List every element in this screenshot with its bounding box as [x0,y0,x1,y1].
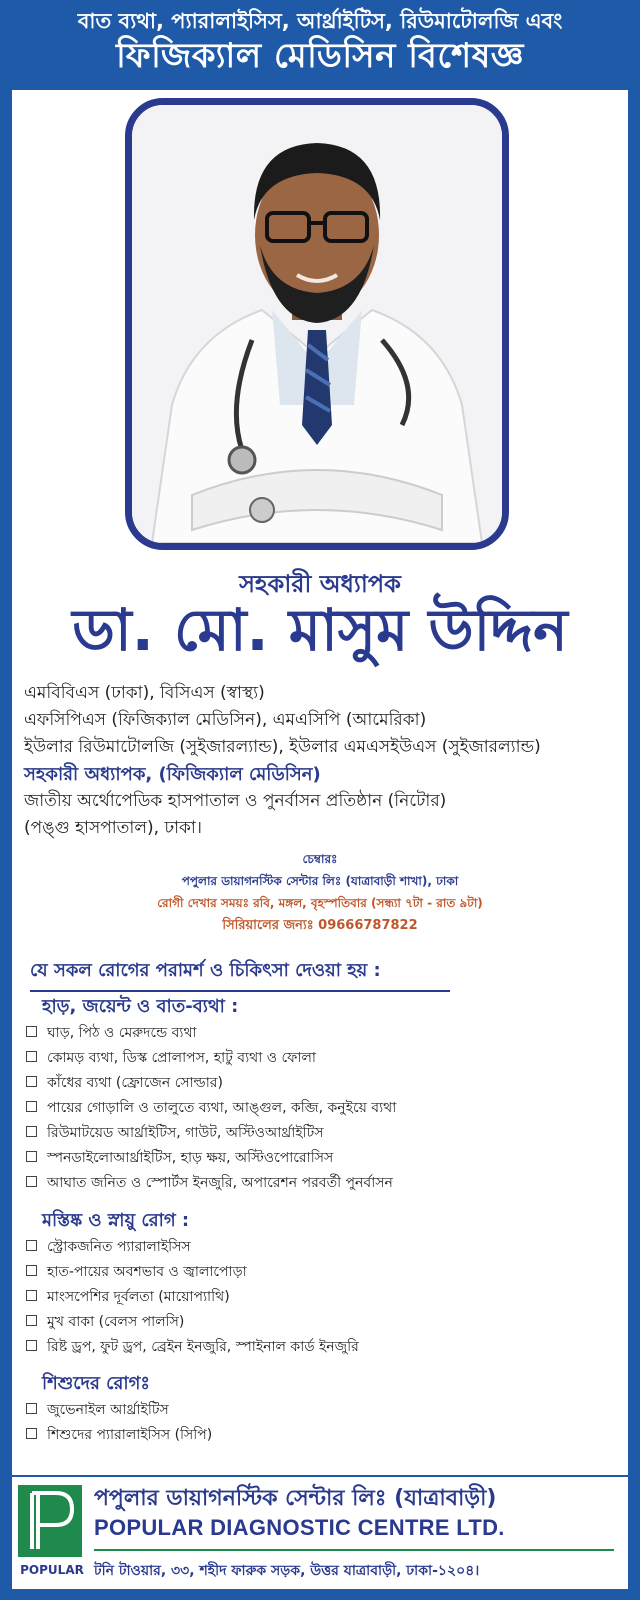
checkbox-square-icon [26,1076,37,1087]
qualifications-block [24,680,624,842]
condition-list [26,1398,606,1448]
footer [12,1477,628,1589]
qualification-line: ইউলার রিউমাটোলজি (সুইজারল্যান্ড), ইউলার এমএসইউএস (সুইজারল্যান্ড) [24,737,541,757]
header-line1: বাত ব্যথা, প্যারালাইসিস, আর্থ্রাইটিস, রিউমাটোলজি এবং [77,9,563,33]
doctor-name: ডা. মো. মাসুম উদ্দিন [72,596,568,664]
section-heading: হাড়, জয়েন্ট ও বাত-ব্যথা : [42,996,239,1017]
divider [94,1549,614,1551]
content-panel [12,90,628,1475]
checkbox-square-icon [26,1315,37,1326]
checkbox-square-icon [26,1051,37,1062]
checkbox-square-icon [26,1403,37,1414]
checkbox-square-icon [26,1126,37,1137]
list-item: জুভেনাইল আর্থ্রাইটিস [26,1398,606,1423]
list-item: পায়ের গোড়ালি ও তালুতে ব্যথা, আঙ্গুল, কব্জি, কনুইয়ে ব্যথা [26,1096,606,1121]
list-item: রিষ্ট ড্রপ, ফুট ড্রপ, ব্রেইন ইনজুরি, স্পাইনাল কার্ড ইনজুরি [26,1335,606,1360]
services-title: যে সকল রোগের পরামর্শ ও চিকিৎসা দেওয়া হয় : [30,956,450,992]
checkbox-square-icon [26,1026,37,1037]
chamber-label: চেম্বারঃ [302,852,338,866]
list-item: রিউমাটয়েড আর্থ্রাইটিস, গাউট, অস্টিওআর্থ্রাইটিস [26,1121,606,1146]
list-item: আঘাত জনিত ও স্পোর্টস ইনজুরি, অপারেশন পরবর্তী পুনর্বাসন [26,1171,606,1196]
condition-list [26,1235,606,1360]
list-item: স্ট্রোকজনিত প্যারালাইসিস [26,1235,606,1260]
logo-label: POPULAR [20,1563,84,1577]
list-item: মুখ বাকা (বেলস পালসি) [26,1310,606,1335]
centre-name-bn: পপুলার ডায়াগনস্টিক সেন্টার লিঃ (যাত্রাবাড়ী) [94,1486,497,1511]
list-item: মাংসপেশির দূর্বলতা (মায়োপ্যাথি) [26,1285,606,1310]
list-item: কোমড় ব্যথা, ডিস্ক প্রোলাপস, হাটু ব্যথা ও ফোলা [26,1046,606,1071]
chamber-info [12,848,628,938]
section-bones-joints [26,993,606,1196]
doctor-portrait-illustration [132,105,502,543]
institution-line2: (পঙ্গু হাসপাতাল), ঢাকা। [24,818,202,838]
centre-address: টনি টাওয়ার, ৩৩, শহীদ ফারুক সড়ক, উত্তর যাত্রাবাড়ী, ঢাকা-১২০৪। [94,1563,480,1579]
doctor-photo [125,98,509,550]
checkbox-square-icon [26,1290,37,1301]
qualification-line: এফসিপিএস (ফিজিক্যাল মেডিসিন), এমএসিপি (আমেরিকা) [24,710,427,730]
list-item: শিশুদের প্যারালাইসিস (সিপি) [26,1423,606,1448]
list-item: হাত-পায়ের অবশভাব ও জ্বালাপোড়া [26,1260,606,1285]
checkbox-square-icon [26,1340,37,1351]
checkbox-square-icon [26,1151,37,1162]
list-item: স্পনডাইলোআর্থ্রাইটিস, হাড় ক্ষয়, অস্টিওপোরোসিস [26,1146,606,1171]
header-line2: ফিজিক্যাল মেডিসিন বিশেষজ্ঞ [116,36,524,76]
doctor-position: সহকারী অধ্যাপক, (ফিজিক্যাল মেডিসিন) [24,764,321,785]
section-children [26,1370,606,1448]
institution-line1: জাতীয় অর্থোপেডিক হাসপাতাল ও পুনর্বাসন প্রতিষ্ঠান (নিটোর) [24,791,447,811]
header-banner [0,0,640,88]
popular-logo-icon [18,1485,82,1557]
section-brain-nerves [26,1207,606,1360]
checkbox-square-icon [26,1428,37,1439]
checkbox-square-icon [26,1176,37,1187]
condition-list [26,1021,606,1196]
section-heading: মস্তিষ্ক ও স্নায়ু রোগ : [42,1210,190,1231]
chamber-location: পপুলার ডায়াগনস্টিক সেন্টার লিঃ (যাত্রাবাড়ী শাখা), ঢাকা [181,874,459,888]
checkbox-square-icon [26,1265,37,1276]
serial-phone: সিরিয়ালের জন্যঃ 09666787822 [222,918,418,933]
checkbox-square-icon [26,1240,37,1251]
centre-name-en: POPULAR DIAGNOSTIC CENTRE LTD. [94,1515,505,1540]
list-item: কাঁধের ব্যথা (ফ্রোজেন সোল্ডার) [26,1071,606,1096]
checkbox-square-icon [26,1101,37,1112]
list-item: ঘাড়, পিঠ ও মেরুদন্ডে ব্যথা [26,1021,606,1046]
chamber-hours: রোগী দেখার সময়ঃ রবি, মঙ্গল, বৃহস্পতিবার (সন্ধ্যা ৭টা - রাত ৯টা) [157,896,483,910]
qualification-line: এমবিবিএস (ঢাকা), বিসিএস (স্বাস্থ্য) [24,683,265,703]
section-heading: শিশুদের রোগঃ [42,1373,150,1394]
doctor-designation: সহকারী অধ্যাপক [239,570,401,598]
